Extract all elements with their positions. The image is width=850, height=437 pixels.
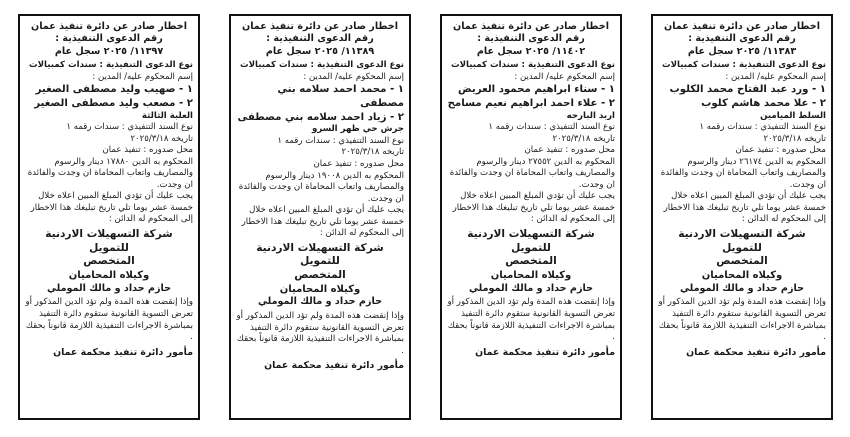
debtor-1: ١ - سناء ابراهيم محمود العريض xyxy=(458,84,615,96)
debtor-address: السلط الميامين xyxy=(760,110,826,121)
debtor-address: اربد البارحه xyxy=(566,110,615,121)
final-warning: وإذا إنقضت هذه المدة ولم تؤد الدين المذكور أو تعرض التسوية القانونية ستقوم دائرة التنفيذ بمباشرة الاجراءات التنفيذية اللازمة قانوناً بحقك . xyxy=(447,297,615,343)
payment-warning: يجب عليك أن تؤدي المبلغ المبين اعلاه خلال خمسة عشر يوما تلي تاريخ تبليغك هذا الاخطار إلى المحكوم له الدائن : xyxy=(663,191,826,225)
notice-title: اخطار صادر عن دائرة تنفيذ عمان xyxy=(453,21,609,32)
payment-warning: يجب عليك أن تؤدي المبلغ المبين اعلاه خلال خمسة عشر يوما تلي تاريخ تبليغك هذا الاخطار إلى المحكوم له الدائن : xyxy=(241,205,404,239)
lawyers-names: حازم حداد و مالك الموملي xyxy=(679,282,805,294)
notice-title: اخطار صادر عن دائرة تنفيذ عمان xyxy=(31,21,187,32)
debtor-label: إسم المحكوم عليه/ المدين : xyxy=(92,71,193,82)
final-warning: وإذا إنقضت هذه المدة ولم تؤد الدين المذكور أو تعرض التسوية القانونية ستقوم دائرة التنفيذ بمباشرة الاجراءات التنفيذية اللازمة قانوناً بحقك . xyxy=(658,297,826,343)
creditor-company xyxy=(658,228,826,269)
debtor-label: إسم المحكوم عليه/ المدين : xyxy=(514,71,615,82)
judgment-amount: المحكوم به الدين ١٧٨٨٠ دينار والرسوم والمصاريف واتعاب المحاماة ان وجدت والفائدة ان وجدت. xyxy=(27,156,193,190)
case-number: ١١٤٠٢/ ٢٠٢٥ سجل عام xyxy=(476,45,586,57)
bond-type: نوع السند التنفيذي : سندات رقمه ١ xyxy=(66,122,193,133)
debtor-label: إسم المحكوم عليه/ المدين : xyxy=(303,71,404,82)
creditor-company xyxy=(25,228,193,269)
notice-card-2 xyxy=(440,14,622,420)
agents-label: وكيلاه المحاميان xyxy=(701,270,783,282)
payment-warning: يجب عليك أن تؤدي المبلغ المبين اعلاه خلال خمسة عشر يوما تلي تاريخ تبليغك هذا الاخطار إلى المحكوم له الدائن : xyxy=(30,191,193,225)
agents-label: وكيلاه المحاميان xyxy=(279,283,361,295)
notice-title: اخطار صادر عن دائرة تنفيذ عمان xyxy=(242,21,398,32)
judgment-amount: المحكوم به الدين ٢٦١٧٤ دينار والرسوم والمصاريف واتعاب المحاماة ان وجدت والفائدة ان وجدت. xyxy=(660,156,826,190)
debtor-address: جرش حي ظهر السرو xyxy=(312,124,404,135)
creditor-name-cont: المتخصص xyxy=(505,255,557,268)
debtor-1: ١ - ورد عبد الفتاح محمد الكلوب xyxy=(669,84,826,96)
notice-header xyxy=(25,21,193,58)
officer-signature: مأمور دائرة تنفيذ محكمة عمان xyxy=(475,346,615,358)
debtor-2: ٢ - علا محمد هاشم كلوب xyxy=(701,98,826,110)
debtor-1: ١ - محمد احمد سلامه بني مصطفى xyxy=(277,84,404,110)
case-type: نوع الدعوى التنفيذية : سندات كمبيالات xyxy=(662,60,826,71)
notice-header xyxy=(236,21,404,58)
notice-card-3 xyxy=(229,14,411,420)
case-number-label: رقم الدعوى التنفيذية : xyxy=(55,33,163,45)
debtor-2: ٢ - زياد احمد سلامه بني مصطفى xyxy=(237,111,404,123)
issue-place: محل صدوره : تنفيذ عمان xyxy=(102,145,193,156)
bond-date: تاريخه ٢٠٢٥/٣/١٨ xyxy=(552,133,615,144)
debtor-label: إسم المحكوم عليه/ المدين : xyxy=(725,71,826,82)
officer-signature: مأمور دائرة تنفيذ محكمة عمان xyxy=(53,346,193,358)
payment-warning: يجب عليك أن تؤدي المبلغ المبين اعلاه خلال خمسة عشر يوما تلي تاريخ تبليغك هذا الاخطار إلى المحكوم له الدائن : xyxy=(452,191,615,225)
notice-header xyxy=(447,21,615,58)
debtor-address: العلبة الثالثة xyxy=(141,110,193,121)
final-warning: وإذا إنقضت هذه المدة ولم تؤد الدين المذكور أو تعرض التسوية القانونية ستقوم دائرة التنفيذ بمباشرة الاجراءات التنفيذية اللازمة قانوناً بحقك . xyxy=(25,297,193,343)
creditor-company xyxy=(447,228,615,269)
notice-card-4 xyxy=(18,14,200,420)
lawyers-names: حازم حداد و مالك الموملي xyxy=(468,282,594,294)
bond-type: نوع السند التنفيذي : سندات رقمه ١ xyxy=(277,135,404,146)
case-type: نوع الدعوى التنفيذية : سندات كمبيالات xyxy=(240,60,404,71)
case-number: ١١٣٨٩/ ٢٠٢٥ سجل عام xyxy=(265,45,375,57)
bond-type: نوع السند التنفيذي : سندات رقمه ١ xyxy=(488,122,615,133)
creditor-name-cont: المتخصص xyxy=(83,255,135,268)
judgment-amount: المحكوم به الدين ٢٧٥٥٢ دينار والرسوم والمصاريف واتعاب المحاماة ان وجدت والفائدة ان وجدت. xyxy=(449,156,615,190)
officer-signature: مأمور دائرة تنفيذ محكمة عمان xyxy=(686,346,826,358)
bond-type: نوع السند التنفيذي : سندات رقمه ١ xyxy=(699,122,826,133)
bond-date: تاريخه ٢٠٢٥/٣/١٨ xyxy=(341,147,404,158)
case-number-label: رقم الدعوى التنفيذية : xyxy=(266,33,374,45)
issue-place: محل صدوره : تنفيذ عمان xyxy=(524,145,615,156)
creditor-name: شركة التسهيلات الاردنية للتمويل xyxy=(256,241,384,268)
creditor-name-cont: المتخصص xyxy=(716,255,768,268)
bond-date: تاريخه ٢٠٢٥/٣/١٨ xyxy=(130,133,193,144)
case-type: نوع الدعوى التنفيذية : سندات كمبيالات xyxy=(451,60,615,71)
creditor-name-cont: المتخصص xyxy=(294,269,346,282)
bond-date: تاريخه ٢٠٢٥/٣/١٨ xyxy=(763,133,826,144)
agents-label: وكيلاه المحاميان xyxy=(490,270,572,282)
case-type: نوع الدعوى التنفيذية : سندات كمبيالات xyxy=(29,60,193,71)
notice-title: اخطار صادر عن دائرة تنفيذ عمان xyxy=(664,21,820,32)
officer-signature: مأمور دائرة تنفيذ محكمة عمان xyxy=(264,360,404,372)
lawyers-names: حازم حداد و مالك الموملي xyxy=(46,282,172,294)
creditor-name: شركة التسهيلات الاردنية للتمويل xyxy=(467,227,595,254)
issue-place: محل صدوره : تنفيذ عمان xyxy=(735,145,826,156)
case-number: ١١٣٩٧/ ٢٠٢٥ سجل عام xyxy=(54,45,164,57)
issue-place: محل صدوره : تنفيذ عمان xyxy=(313,159,404,169)
lawyers-names: حازم حداد و مالك الموملي xyxy=(257,296,383,308)
notice-card-1 xyxy=(651,14,833,420)
creditor-name: شركة التسهيلات الاردنية للتمويل xyxy=(678,227,806,254)
debtor-2: ٢ - مصعب وليد مصطفى الصغير xyxy=(34,98,193,110)
case-number: ١١٣٨٣/ ٢٠٢٥ سجل عام xyxy=(687,45,797,57)
case-number-label: رقم الدعوى التنفيذية : xyxy=(688,33,796,45)
debtor-2: ٢ - علاء احمد ابراهيم نعيم مسامح xyxy=(447,98,615,110)
debtor-1: ١ - صهيب وليد مصطفى الصغير xyxy=(35,84,193,96)
agents-label: وكيلاه المحاميان xyxy=(68,270,150,282)
judgment-amount: المحكوم به الدين ١٩٠٠٨ دينار والرسوم والمصاريف واتعاب المحاماة ان وجدت والفائدة ان وجدت. xyxy=(238,170,404,204)
creditor-company xyxy=(236,242,404,283)
creditor-name: شركة التسهيلات الاردنية للتمويل xyxy=(45,227,173,254)
final-warning: وإذا إنقضت هذه المدة ولم تؤد الدين المذكور أو تعرض التسوية القانونية ستقوم دائرة التنفيذ بمباشرة الاجراءات التنفيذية اللازمة قانوناً بحقك . xyxy=(236,311,404,356)
case-number-label: رقم الدعوى التنفيذية : xyxy=(477,33,585,45)
notice-header xyxy=(658,21,826,58)
